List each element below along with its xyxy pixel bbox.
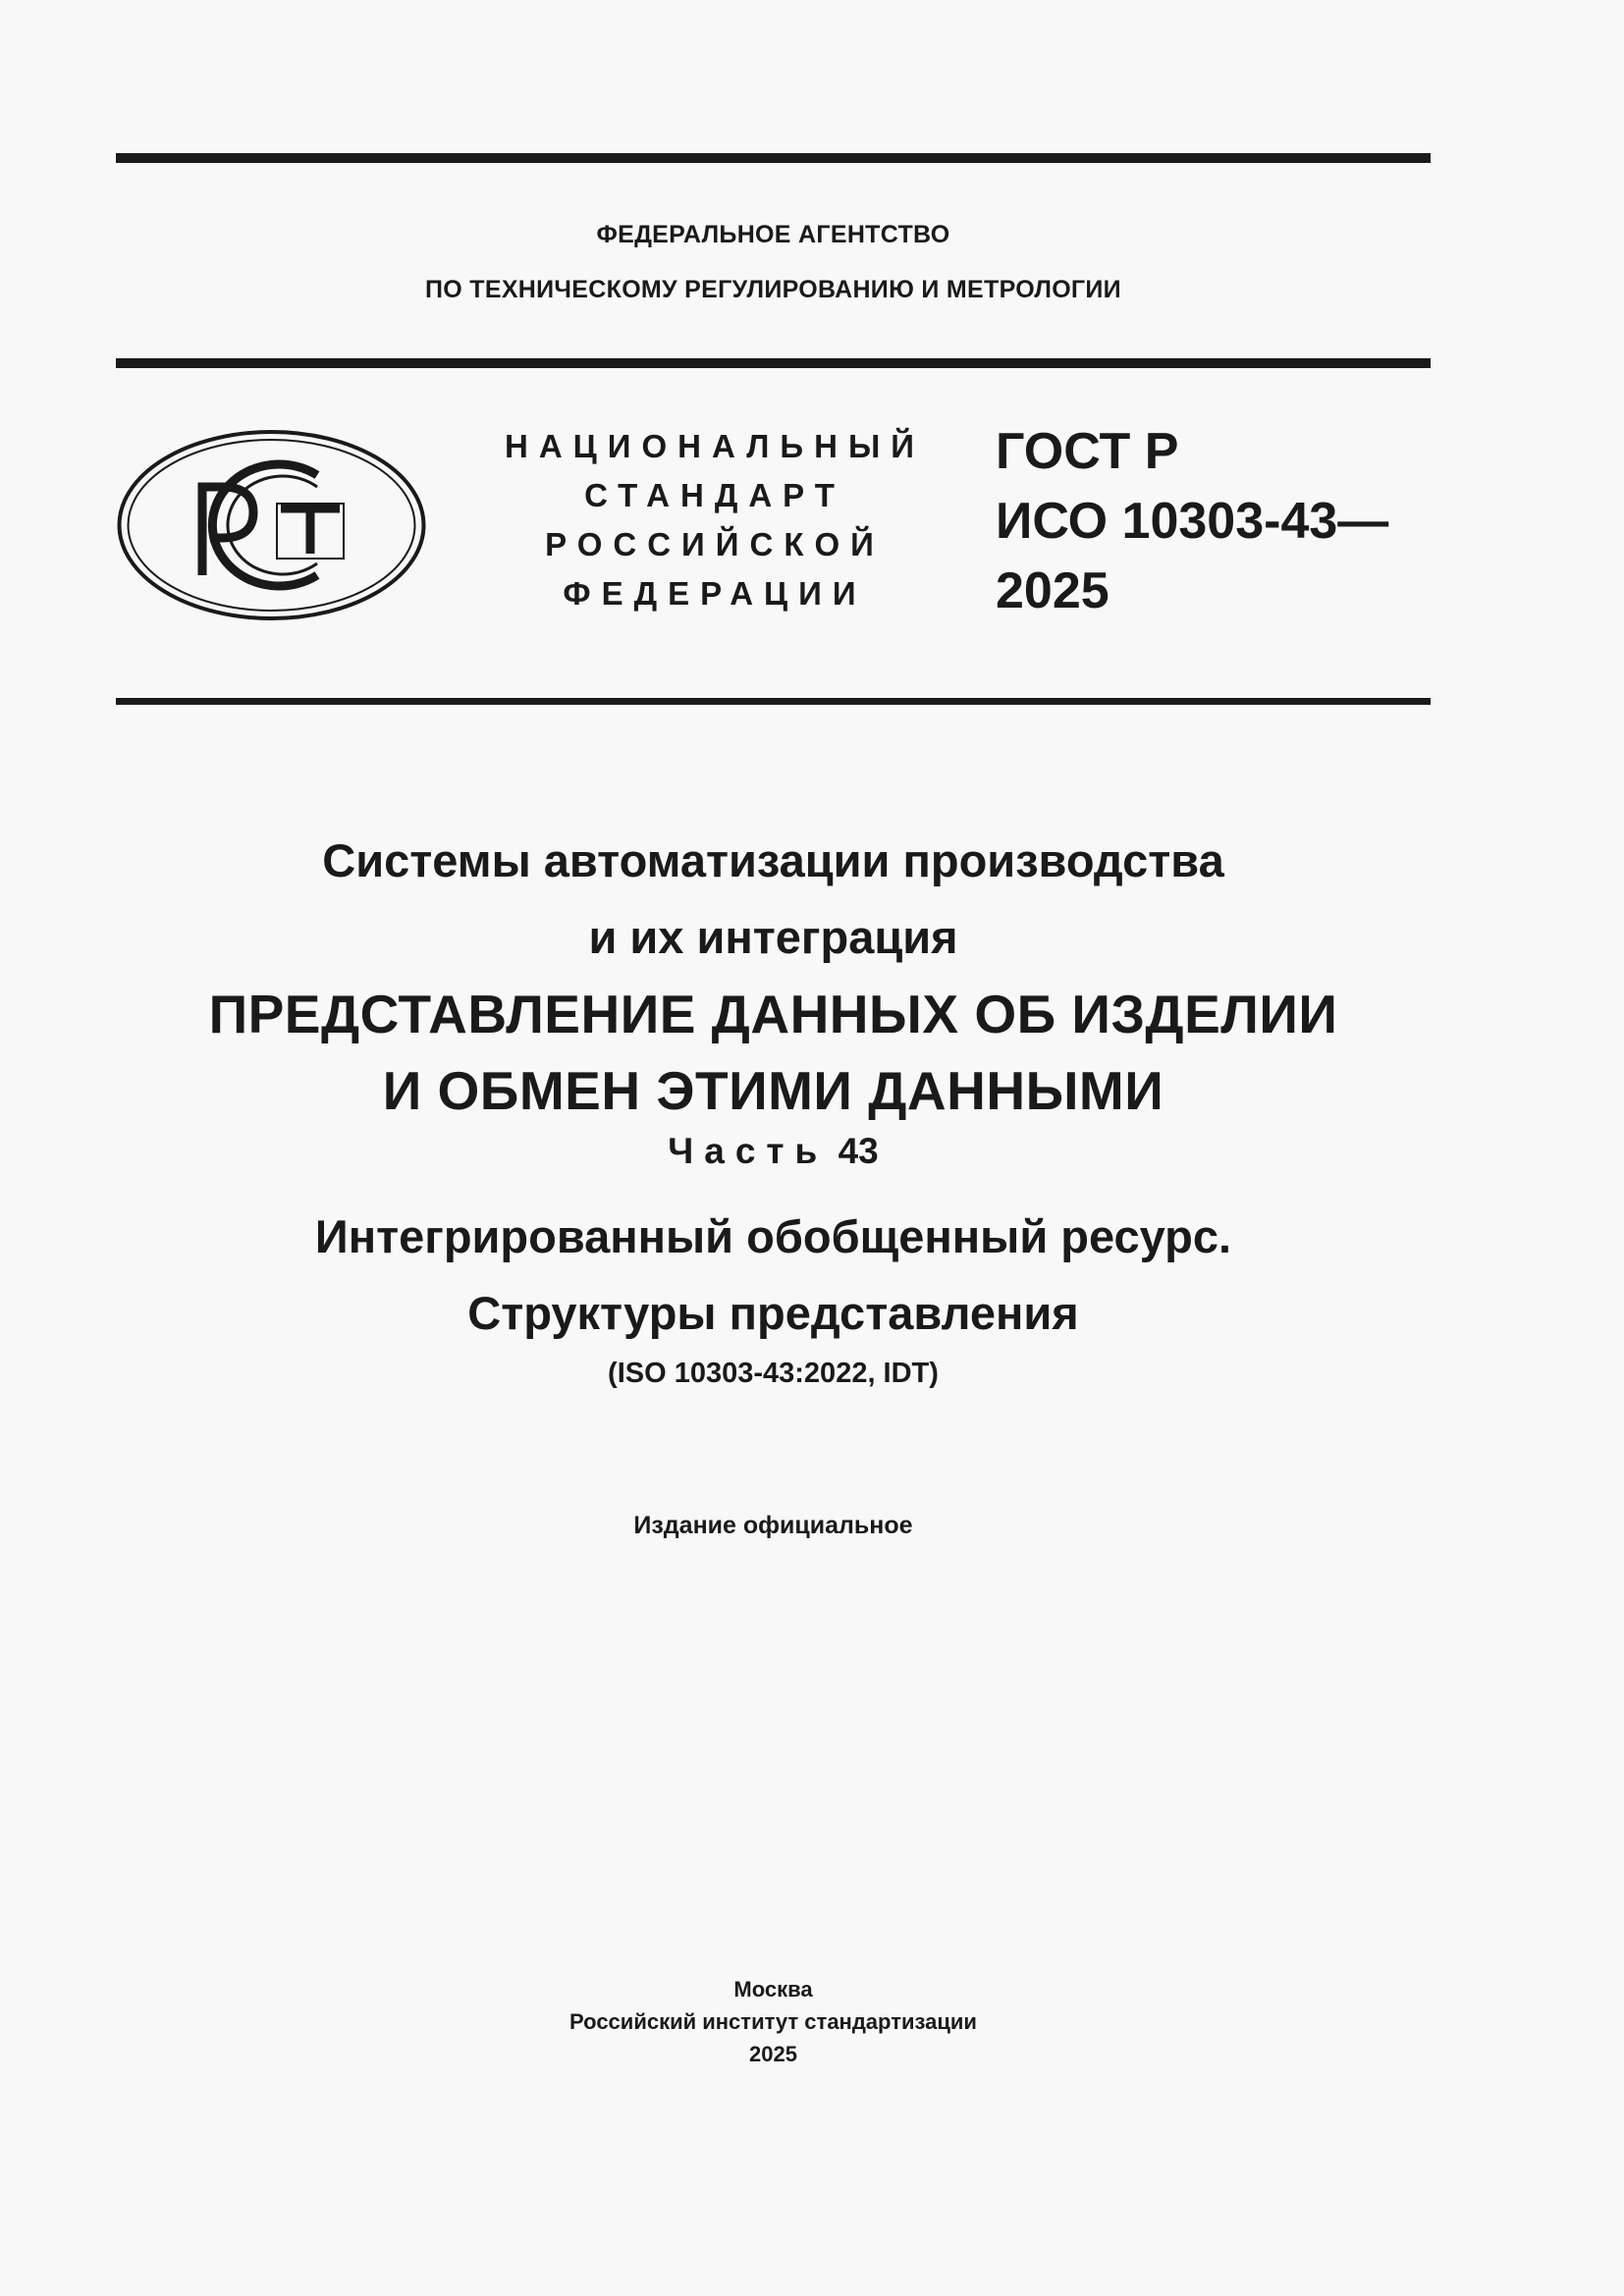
edition-label: Издание официальное: [633, 1512, 913, 1539]
national-standard-line1: НАЦИОНАЛЬНЫЙ: [505, 428, 925, 464]
part-label: [0, 1131, 1546, 1172]
agency-name-line2: ПО ТЕХНИЧЕСКОМУ РЕГУЛИРОВАНИЮ И МЕТРОЛОГИИ: [425, 276, 1121, 303]
series-title: [0, 823, 1546, 976]
series-title-line2: и их интеграция: [588, 911, 958, 963]
rst-certification-logo-icon: [116, 428, 427, 622]
title-rule: [116, 698, 1431, 705]
national-standard-label: [499, 422, 931, 618]
imprint-city: Москва: [733, 1977, 813, 2002]
standard-designation: [996, 417, 1388, 626]
series-title-line1: Системы автоматизации производства: [322, 834, 1224, 886]
designation-line3: 2025: [996, 562, 1110, 619]
part-number: 43: [838, 1131, 879, 1171]
imprint-publisher: Российский институт стандартизации: [569, 2009, 977, 2034]
national-standard-line2: СТАНДАРТ: [584, 477, 845, 513]
designation-line2: ИСО 10303-43—: [996, 493, 1389, 550]
agency-name-line1: ФЕДЕРАЛЬНОЕ АГЕНТСТВО: [596, 221, 950, 248]
imprint: [0, 1973, 1546, 2070]
designation-line1: ГОСТ Р: [996, 423, 1179, 480]
top-rule: [116, 153, 1431, 163]
main-title-line1: ПРЕДСТАВЛЕНИЕ ДАННЫХ ОБ ИЗДЕЛИИ: [208, 984, 1338, 1044]
imprint-year: 2025: [749, 2042, 797, 2066]
part-title-line1: Интегрированный обобщенный ресурс.: [314, 1210, 1232, 1262]
header-rule: [116, 358, 1431, 368]
part-word: Часть: [668, 1131, 829, 1171]
main-title: [0, 976, 1546, 1129]
main-title-line2: И ОБМЕН ЭТИМИ ДАННЫМИ: [382, 1060, 1164, 1121]
iso-reference: (ISO 10303-43:2022, IDT): [608, 1358, 939, 1389]
national-standard-line4: ФЕДЕРАЦИИ: [563, 575, 867, 612]
part-title-line2: Структуры представления: [467, 1287, 1079, 1339]
part-title: [0, 1199, 1546, 1352]
national-standard-line3: РОССИЙСКОЙ: [545, 526, 885, 562]
